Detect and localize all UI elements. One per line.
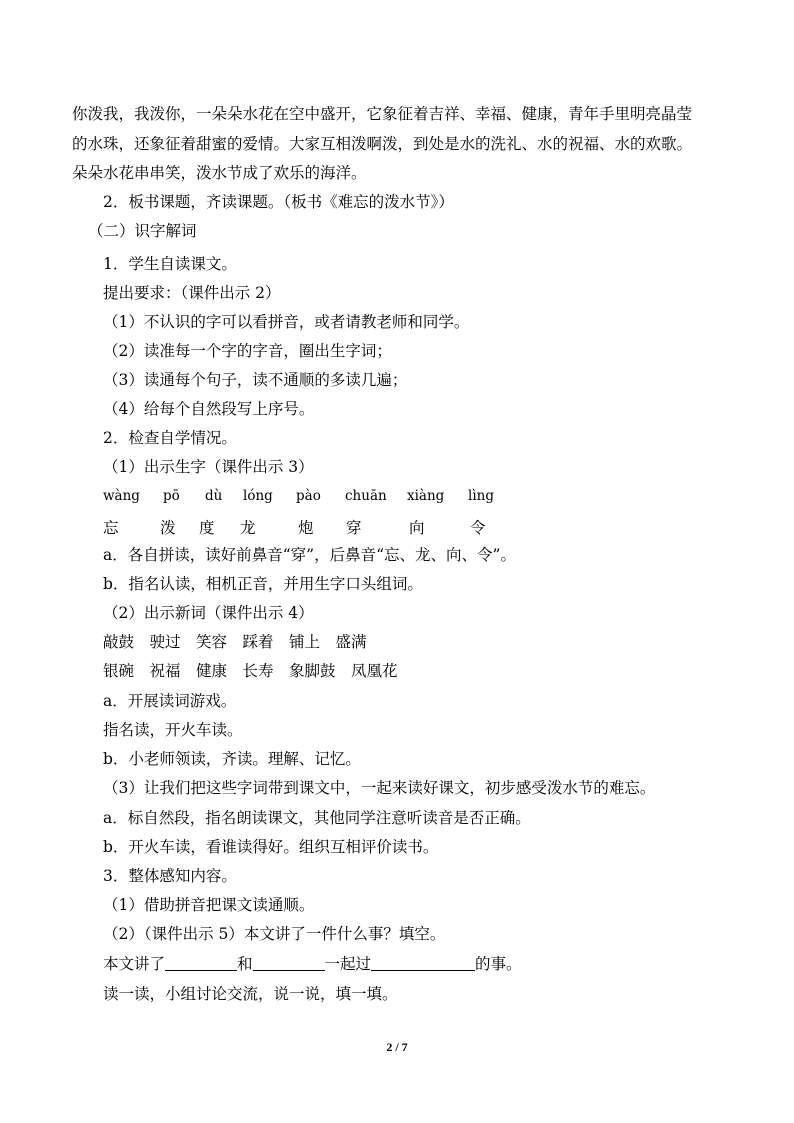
blank-text: 本文讲了 [103, 955, 166, 973]
blank-text: 和 [237, 955, 253, 973]
paragraph-line: （1）不认识的字可以看拼音，或者请教老师和同学。 [103, 313, 470, 331]
paragraph-line: 3．整体感知内容。 [103, 867, 237, 885]
new-character: 忘 [103, 519, 119, 537]
fill-in-blank-line [103, 953, 522, 975]
pinyin: pō [163, 488, 180, 504]
paragraph-line: 朵朵水花串串笑，泼水节成了欢乐的海洋。 [72, 164, 367, 182]
paragraph-line: （4）给每个自然段写上序号。 [103, 400, 315, 418]
paragraph-line: 提出要求：（课件出示 2） [103, 284, 281, 302]
new-character: 泼 [160, 519, 176, 537]
new-character: 度 [199, 519, 215, 537]
new-character: 炮 [298, 519, 314, 537]
paragraph-line: （1）借助拼音把课文读通顺。 [103, 896, 315, 914]
paragraph-line: 你泼我，我泼你，一朵朵水花在空中盛开，它象征着吉祥、幸福、健康，青年手里明亮晶莹 [72, 105, 693, 123]
blank-text: 的事。 [475, 955, 522, 973]
pinyin: chuān [345, 488, 387, 504]
paragraph-line: b．开火车读，看谁读得好。组织互相评价读书。 [103, 838, 439, 856]
new-character: 向 [409, 519, 425, 537]
paragraph-line: （1）出示生字（课件出示 3） [103, 458, 314, 476]
word-list: 敲鼓 驶过 笑容 踩着 铺上 盛满 [103, 633, 367, 651]
pinyin: dù [205, 488, 223, 504]
pinyin: xiàng [407, 488, 445, 504]
paragraph-line: （3）让我们把这些字词带到课文中，一起来读好课文，初步感受泼水节的难忘。 [103, 779, 656, 797]
blank-field[interactable] [371, 956, 475, 971]
paragraph-line: （2）读准每一个字的字音，圈出生字词； [103, 342, 392, 360]
pinyin: pào [296, 488, 321, 504]
paragraph-line: （2）（课件出示 5）本文讲了一件什么事？填空。 [103, 925, 446, 943]
paragraph-line: b．小老师领读，齐读。理解、记忆。 [103, 750, 361, 768]
new-character: 令 [470, 519, 486, 537]
paragraph-line: （2）出示新词（课件出示 4） [103, 604, 314, 622]
word-list: 银碗 祝福 健康 长寿 象脚鼓 凤凰花 [103, 662, 398, 680]
paragraph-line: a．标自然段，指名朗读课文，其他同学注意听读音是否正确。 [103, 809, 531, 827]
pinyin: wàng [103, 488, 140, 504]
paragraph-line: 1．学生自读课文。 [103, 255, 237, 273]
paragraph-line: 2．板书课题，齐读课题。（板书《难忘的泼水节》） [103, 193, 454, 211]
paragraph-line: 2．检查自学情况。 [103, 429, 237, 447]
paragraph-line: 读一读，小组讨论交流，说一说，填一填。 [103, 985, 398, 1003]
section-heading: （二）识字解词 [88, 222, 197, 240]
pinyin: lìng [468, 488, 494, 504]
new-character: 穿 [346, 519, 362, 537]
paragraph-line: a．各自拼读，读好前鼻音“穿”，后鼻音“忘、龙、向、令”。 [103, 546, 516, 564]
blank-field[interactable] [253, 956, 325, 971]
blank-field[interactable] [165, 956, 237, 971]
paragraph-line: b．指名认读，相机正音，并用生字口头组词。 [103, 575, 423, 593]
pinyin: lóng [243, 488, 273, 504]
page-number: 2 / 7 [386, 1040, 408, 1054]
paragraph-line: 的水珠，还象征着甜蜜的爱情。大家互相泼啊泼，到处是水的洗礼、水的祝福、水的欢歌。 [72, 135, 693, 153]
paragraph-line: （3）读通每个句子，读不通顺的多读几遍； [103, 371, 408, 389]
blank-text: 一起过 [324, 955, 372, 973]
paragraph-line: a．开展读词游戏。 [103, 692, 237, 710]
new-character: 龙 [240, 519, 256, 537]
paragraph-line: 指名读，开火车读。 [103, 721, 243, 739]
